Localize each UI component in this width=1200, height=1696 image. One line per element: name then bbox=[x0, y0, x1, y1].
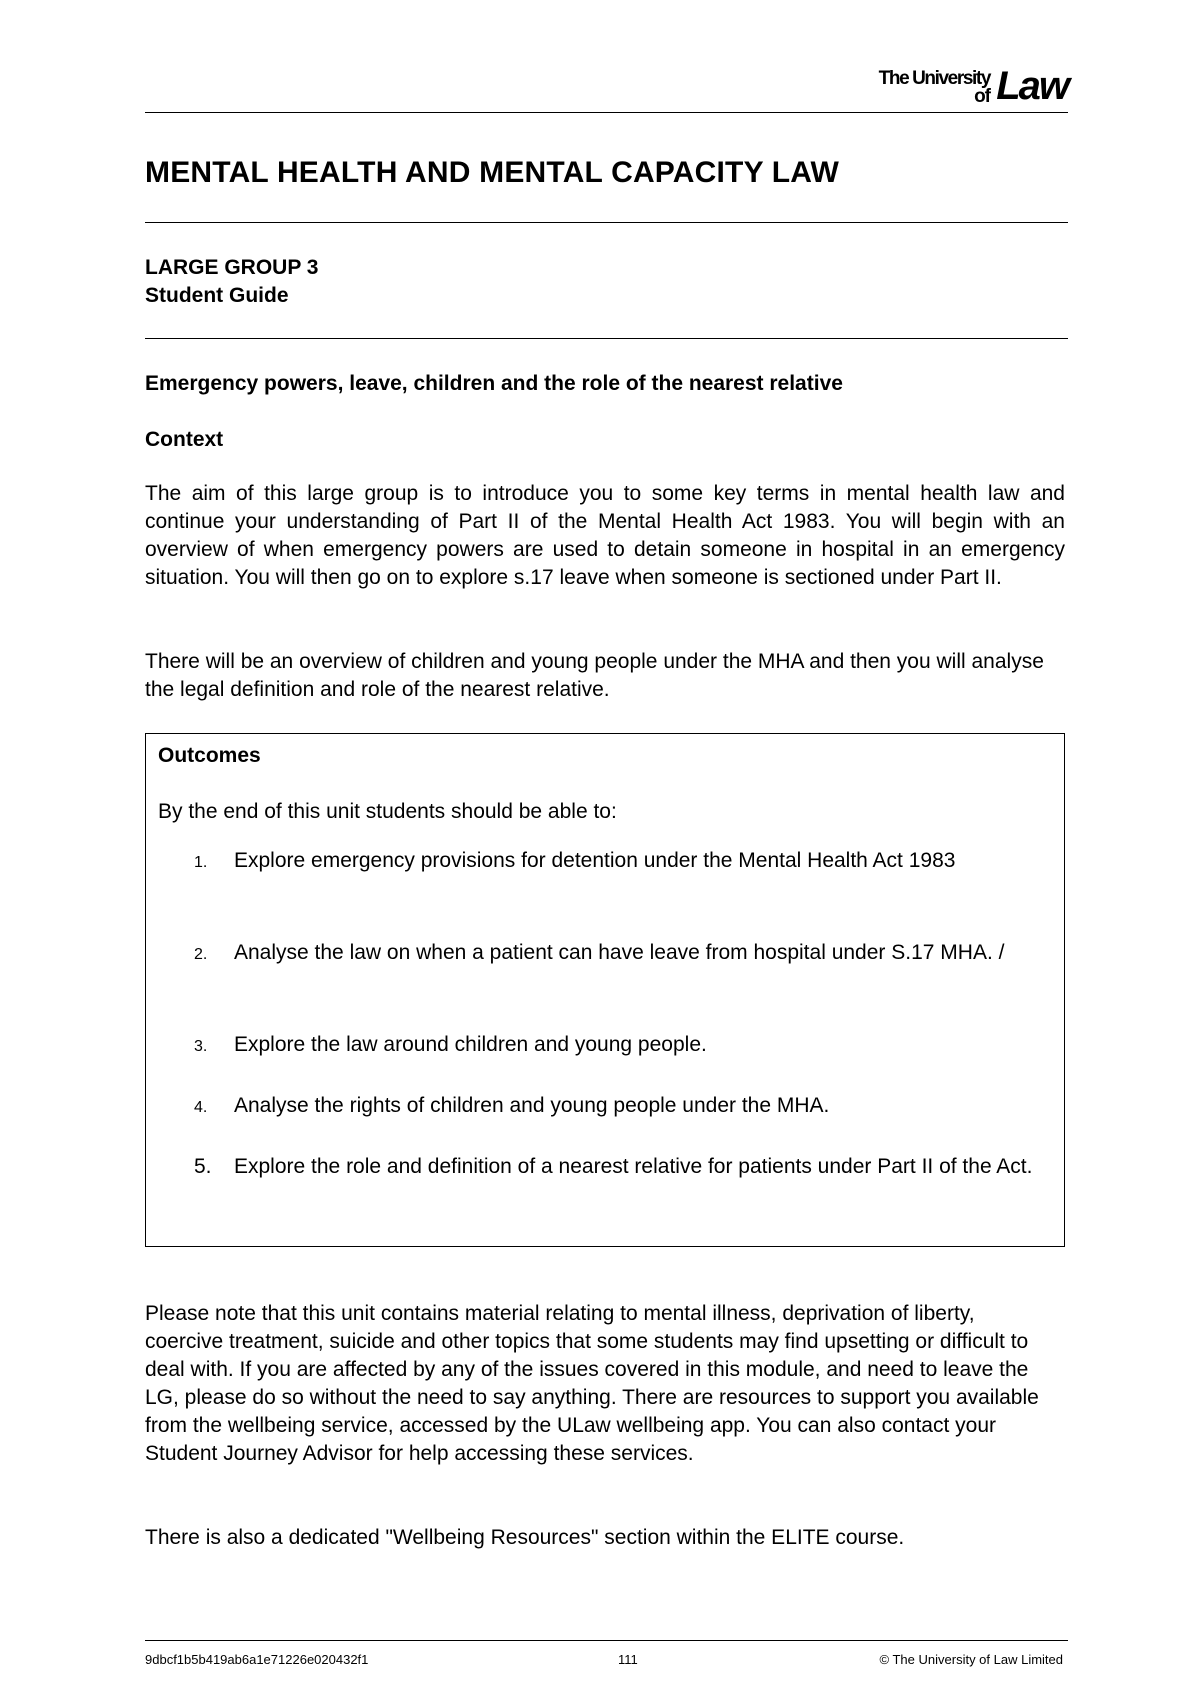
outcome-text: Explore emergency provisions for detention under the Mental Health Act 1983 bbox=[234, 849, 956, 872]
document-title: MENTAL HEALTH AND MENTAL CAPACITY LAW bbox=[145, 156, 840, 189]
context-heading: Context bbox=[145, 428, 224, 451]
outcome-item bbox=[194, 1151, 1039, 1183]
outcome-item bbox=[194, 937, 1039, 969]
outcome-number: 3. bbox=[194, 1038, 208, 1055]
notice-paragraph-1: Please note that this unit contains material relating to mental illness, deprivation of liberty, coercive treatment, suicide and other topics that some students may find upsetting or difficult to deal with. If you are affected by any of the issues covered in this module, and need to leave the LG, please do so without the need to say anything. There are resources to support you available from the wellbeing service, accessed by the ULaw wellbeing app. You can also contact your Student Journey Advisor for help accessing these services. bbox=[145, 1302, 1039, 1465]
outcome-text: Analyse the law on when a patient can have leave from hospital under S.17 MHA. / bbox=[234, 941, 1005, 964]
footer-page-number: 111 bbox=[618, 1652, 638, 1667]
section-heading: Emergency powers, leave, children and the role of the nearest relative bbox=[145, 372, 843, 395]
subtitle-divider bbox=[145, 338, 1068, 339]
title-divider bbox=[145, 222, 1068, 223]
group-label: LARGE GROUP 3 bbox=[145, 256, 319, 279]
footer-copyright: © The University of Law Limited bbox=[879, 1652, 1063, 1667]
outcome-text: Analyse the rights of children and young people under the MHA. bbox=[234, 1094, 830, 1117]
logo-line-3: Law bbox=[996, 64, 1068, 108]
outcome-item bbox=[194, 1090, 1039, 1122]
outcome-number: 2. bbox=[194, 946, 208, 963]
notice-paragraph-2: There is also a dedicated "Wellbeing Resources" section within the ELITE course. bbox=[145, 1526, 905, 1549]
outcome-item bbox=[194, 845, 1039, 877]
footer-divider bbox=[145, 1640, 1068, 1641]
university-of-law-logo bbox=[858, 64, 1068, 114]
logo-line-1: The University bbox=[878, 68, 990, 89]
outcome-number: 1. bbox=[194, 854, 208, 871]
context-paragraph-2: There will be an overview of children and young people under the MHA and then you will analyse the legal definition and role of the nearest relative. bbox=[145, 650, 1044, 701]
guide-label: Student Guide bbox=[145, 284, 289, 307]
footer-doc-id: 9dbcf1b5b419ab6a1e71226e020432f1 bbox=[145, 1652, 369, 1667]
outcome-item bbox=[194, 1029, 1039, 1061]
header-divider bbox=[145, 112, 1068, 113]
outcome-number: 4. bbox=[194, 1099, 208, 1116]
logo-line-2: of bbox=[974, 86, 990, 107]
outcomes-title: Outcomes bbox=[158, 744, 261, 767]
outcome-text: Explore the law around children and young people. bbox=[234, 1033, 707, 1056]
outcome-number: 5. bbox=[194, 1155, 212, 1178]
outcomes-box bbox=[145, 733, 1065, 1247]
outcome-text: Explore the role and definition of a nearest relative for patients under Part II of the Act. bbox=[234, 1155, 1033, 1178]
context-paragraph-1: The aim of this large group is to introduce you to some key terms in mental health law and continue your understanding of Part II of the Mental Health Act 1983. You will begin with an overview of when emergency powers are used to detain someone in hospital in an emergency situation. You will then go on to explore s.17 leave when someone is sectioned under Part II. bbox=[145, 482, 1065, 589]
outcomes-intro: By the end of this unit students should be able to: bbox=[158, 800, 617, 823]
